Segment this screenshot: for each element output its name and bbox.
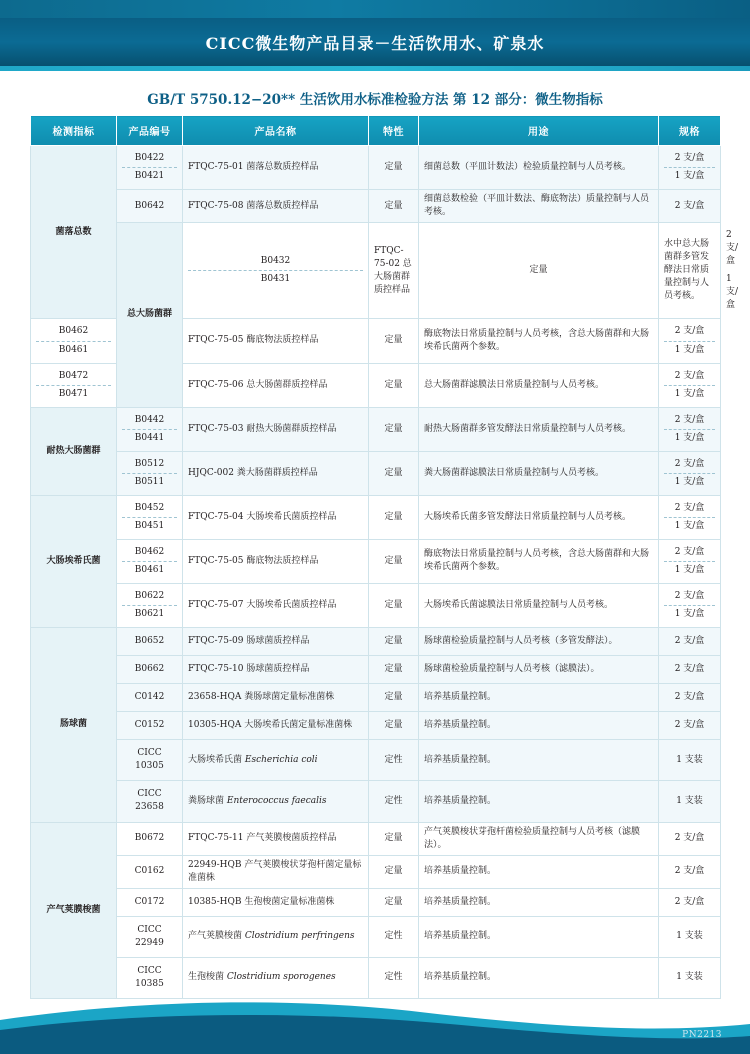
product-name-cell: FTQC-75-05 酶底物法质控样品 [183, 539, 369, 583]
product-spec-cell: 2 支/盒 [659, 656, 721, 684]
product-property-cell: 定量 [419, 223, 659, 319]
product-name-cell: FTQC-75-03 耐热大肠菌群质控样品 [183, 407, 369, 451]
product-code-cell: C0172 [117, 888, 183, 916]
product-code-cell: B0462 B0461 [117, 539, 183, 583]
table-row [31, 628, 721, 656]
product-name-cell: FTQC-75-01 菌落总数质控样品 [183, 146, 369, 190]
product-use-cell: 培养基质量控制。 [419, 916, 659, 957]
product-name-cell: FTQC-75-08 菌落总数质控样品 [183, 190, 369, 223]
product-property-cell: 定性 [369, 740, 419, 781]
group-indicator-cell: 产气荚膜梭菌 [31, 822, 117, 998]
table-row [31, 781, 721, 822]
table-row: 总大肠菌群 B0432 B0431 FTQC-75-02 总大肠菌群质控样品 定量 水中总大肠菌群多管发酵法日常质量控制与人员考核。 2 支/盒 1 支/盒 [31, 223, 721, 319]
product-name-cell: 生孢梭菌 Clostridium sporogenes [183, 957, 369, 998]
product-use-cell: 培养基质量控制。 [419, 712, 659, 740]
group-indicator-cell: 大肠埃希氏菌 [31, 495, 117, 627]
product-property-cell: 定量 [369, 822, 419, 855]
product-use-cell: 培养基质量控制。 [419, 888, 659, 916]
product-use-cell: 培养基质量控制。 [419, 684, 659, 712]
product-property-cell: 定量 [369, 407, 419, 451]
group-indicator-cell: 总大肠菌群 [117, 223, 183, 407]
product-catalog-table-wrapper [30, 115, 739, 999]
column-header-code: 产品编号 [117, 116, 183, 146]
product-code-cell: B0462 B0461 [31, 319, 117, 363]
page-title: CICC微生物产品目录－生活饮用水、矿泉水 [205, 33, 545, 53]
table-row [31, 146, 721, 190]
product-name-cell: HJQC-002 粪大肠菌群质控样品 [183, 451, 369, 495]
product-catalog-table [30, 115, 739, 999]
product-property-cell: 定量 [369, 628, 419, 656]
product-spec-cell: 2 支/盒 1 支/盒 [659, 495, 721, 539]
product-use-cell: 细菌总数（平皿计数法）检验质量控制与人员考核。 [419, 146, 659, 190]
product-property-cell: 定量 [369, 539, 419, 583]
product-name-cell: 大肠埃希氏菌 Escherichia coli [183, 740, 369, 781]
product-name-cell: FTQC-75-11 产气荚膜梭菌质控样品 [183, 822, 369, 855]
standard-title: GB/T 5750.12−20** 生活饮用水标准检验方法 第 12 部分：微生物指标 [147, 92, 603, 108]
table-body [31, 146, 739, 999]
product-spec-cell: 1 支装 [659, 740, 721, 781]
product-spec-cell: 1 支装 [659, 781, 721, 822]
product-use-cell: 大肠埃希氏菌滤膜法日常质量控制与人员考核。 [419, 584, 659, 628]
product-use-cell: 培养基质量控制。 [419, 855, 659, 888]
product-spec-cell: 2 支/盒 1 支/盒 [659, 363, 721, 407]
product-spec-cell: 2 支/盒 1 支/盒 [659, 539, 721, 583]
product-name-cell: 粪肠球菌 Enterococcus faecalis [183, 781, 369, 822]
product-use-cell: 细菌总数检验（平皿计数法、酶底物法）质量控制与人员考核。 [419, 190, 659, 223]
product-code-cell: CICC 10385 [117, 957, 183, 998]
product-spec-cell: 1 支装 [659, 957, 721, 998]
product-code-cell: B0432 B0431 [183, 223, 369, 319]
table-row [31, 495, 721, 539]
header-underline [0, 66, 750, 71]
table-row [31, 539, 721, 583]
product-spec-cell: 2 支/盒 1 支/盒 [659, 319, 721, 363]
product-name-cell: 10385-HQB 生孢梭菌定量标准菌株 [183, 888, 369, 916]
table-row [31, 740, 721, 781]
product-property-cell: 定量 [369, 855, 419, 888]
product-spec-cell: 2 支/盒 1 支/盒 [659, 146, 721, 190]
product-use-cell: 培养基质量控制。 [419, 781, 659, 822]
product-name-cell: FTQC-75-04 大肠埃希氏菌质控样品 [183, 495, 369, 539]
product-property-cell: 定量 [369, 319, 419, 363]
product-code-cell: B0662 [117, 656, 183, 684]
product-spec-cell: 2 支/盒 1 支/盒 [659, 451, 721, 495]
product-code-cell: B0452 B0451 [117, 495, 183, 539]
product-spec-cell: 2 支/盒 [659, 628, 721, 656]
table-row [31, 451, 721, 495]
product-property-cell: 定量 [369, 495, 419, 539]
product-property-cell: 定性 [369, 781, 419, 822]
product-use-cell: 粪大肠菌群滤膜法日常质量控制与人员考核。 [419, 451, 659, 495]
product-property-cell: 定量 [369, 684, 419, 712]
product-name-cell: 22949-HQB 产气荚膜梭状芽孢杆菌定量标准菌株 [183, 855, 369, 888]
footer-wave [0, 994, 750, 1054]
product-name-cell: FTQC-75-07 大肠埃希氏菌质控样品 [183, 584, 369, 628]
group-indicator-cell: 菌落总数 [31, 146, 117, 319]
group-indicator-cell: 耐热大肠菌群 [31, 407, 117, 495]
product-code-cell: B0672 [117, 822, 183, 855]
product-code-cell: B0622 B0621 [117, 584, 183, 628]
table-row [31, 712, 721, 740]
product-use-cell: 肠球菌检验质量控制与人员考核（滤膜法）。 [419, 656, 659, 684]
product-code-cell: C0142 [117, 684, 183, 712]
product-spec-cell: 2 支/盒 [659, 684, 721, 712]
product-spec-cell: 1 支装 [659, 916, 721, 957]
product-use-cell: 耐热大肠菌群多管发酵法日常质量控制与人员考核。 [419, 407, 659, 451]
product-spec-cell: 2 支/盒 1 支/盒 [659, 407, 721, 451]
product-spec-cell: 2 支/盒 [659, 855, 721, 888]
table-row [31, 656, 721, 684]
product-use-cell: 培养基质量控制。 [419, 740, 659, 781]
product-name-cell: 23658-HQA 粪肠球菌定量标准菌株 [183, 684, 369, 712]
product-use-cell: 培养基质量控制。 [419, 957, 659, 998]
table-row [31, 822, 721, 855]
table-row [31, 584, 721, 628]
product-spec-cell: 2 支/盒 [659, 712, 721, 740]
product-code-cell: B0472 B0471 [31, 363, 117, 407]
group-indicator-cell: 肠球菌 [31, 628, 117, 822]
product-property-cell: 定性 [369, 916, 419, 957]
table-header-row [31, 116, 721, 146]
column-header-name: 产品名称 [183, 116, 369, 146]
table-row [31, 407, 721, 451]
product-property-cell: 定量 [369, 584, 419, 628]
column-header-use: 用途 [419, 116, 659, 146]
column-header-spec: 规格 [659, 116, 721, 146]
table-row [31, 957, 721, 998]
column-header-property: 特性 [369, 116, 419, 146]
product-name-cell: 10305-HQA 大肠埃希氏菌定量标准菌株 [183, 712, 369, 740]
table-row [31, 190, 721, 223]
product-code-cell: B0652 [117, 628, 183, 656]
product-code-cell: B0642 [117, 190, 183, 223]
product-use-cell: 水中总大肠菌群多管发酵法日常质量控制与人员考核。 [659, 223, 721, 319]
product-spec-cell: 2 支/盒 1 支/盒 [659, 584, 721, 628]
product-use-cell: 酶底物法日常质量控制与人员考核，含总大肠菌群和大肠埃希氏菌两个参数。 [419, 319, 659, 363]
table-row [31, 684, 721, 712]
table-row [31, 888, 721, 916]
column-header-indicator: 检测指标 [31, 116, 117, 146]
product-name-cell: FTQC-75-06 总大肠菌群质控样品 [183, 363, 369, 407]
product-property-cell: 定量 [369, 656, 419, 684]
product-use-cell: 产气荚膜梭状芽孢杆菌检验质量控制与人员考核（滤膜法）。 [419, 822, 659, 855]
product-spec-cell: 2 支/盒 [659, 888, 721, 916]
product-property-cell: 定量 [369, 146, 419, 190]
product-spec-cell: 2 支/盒 [659, 190, 721, 223]
table-row [31, 855, 721, 888]
product-use-cell: 酶底物法日常质量控制与人员考核，含总大肠菌群和大肠埃希氏菌两个参数。 [419, 539, 659, 583]
product-code-cell: B0422 B0421 [117, 146, 183, 190]
product-code-cell: CICC 23658 [117, 781, 183, 822]
product-code-cell: CICC 22949 [117, 916, 183, 957]
product-property-cell: 定量 [369, 451, 419, 495]
product-name-cell: FTQC-75-05 酶底物法质控样品 [183, 319, 369, 363]
product-use-cell: 总大肠菌群滤膜法日常质量控制与人员考核。 [419, 363, 659, 407]
product-spec-cell: 2 支/盒 [659, 822, 721, 855]
product-use-cell: 肠球菌检验质量控制与人员考核（多管发酵法）。 [419, 628, 659, 656]
page-number: PN2213 [682, 1030, 722, 1040]
product-name-cell: FTQC-75-10 肠球菌质控样品 [183, 656, 369, 684]
product-code-cell: B0442 B0441 [117, 407, 183, 451]
product-code-cell: B0512 B0511 [117, 451, 183, 495]
product-code-cell: CICC 10305 [117, 740, 183, 781]
top-accent-bar [0, 0, 750, 18]
product-code-cell: C0152 [117, 712, 183, 740]
page-header [0, 18, 750, 66]
product-name-cell: 产气荚膜梭菌 Clostridium perfringens [183, 916, 369, 957]
product-name-cell: FTQC-75-02 总大肠菌群质控样品 [369, 223, 419, 319]
product-use-cell: 大肠埃希氏菌多管发酵法日常质量控制与人员考核。 [419, 495, 659, 539]
product-name-cell: FTQC-75-09 肠球菌质控样品 [183, 628, 369, 656]
product-property-cell: 定量 [369, 363, 419, 407]
product-property-cell: 定量 [369, 888, 419, 916]
product-property-cell: 定量 [369, 712, 419, 740]
product-code-cell: C0162 [117, 855, 183, 888]
product-property-cell: 定性 [369, 957, 419, 998]
table-row [31, 916, 721, 957]
product-property-cell: 定量 [369, 190, 419, 223]
